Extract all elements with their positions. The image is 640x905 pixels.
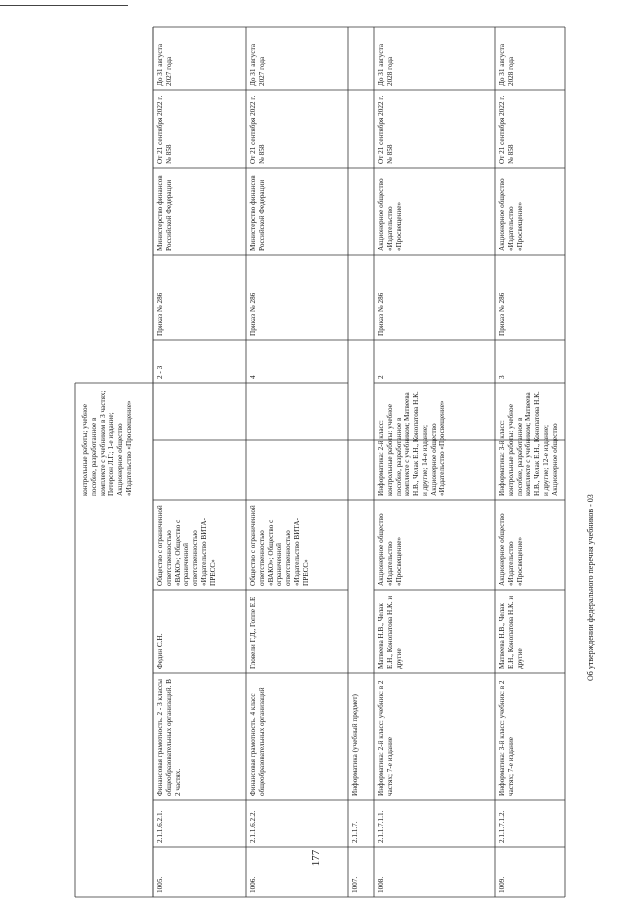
- row-1005-code: 2.1.1.6.2.1.: [156, 810, 164, 843]
- row-1005-developer: Министерство финансов Российской Федерации: [156, 175, 173, 251]
- row-1007-subject: Информатика (учебный предмет): [351, 694, 359, 796]
- row-1007-num: 1007.: [351, 876, 359, 893]
- row-1008-grade: 2: [377, 375, 385, 379]
- row-1008-textbook: Информатика: 2-й класс: контрольные работы: учебное пособие, разработанное в комплекте с учебником; Матвеева Н.В., Челак Е.Н., Конопатова Н.К. и другие; 14-е издание; Акционерное общество «Издательство «Просвещение»: [377, 391, 447, 496]
- row-1008-authors: Матвеева Н.В., Челак Е.Н., Конопатова Н.К. и другие: [377, 595, 403, 669]
- row-1009-order: Приказ № 286: [498, 292, 506, 336]
- row-1005-grade: 2 - 3: [156, 365, 164, 379]
- row-1009-grade: 3: [498, 375, 506, 379]
- row-1005-date: От 21 сентября 2022 г. № 858: [156, 95, 173, 164]
- row-1006-publisher: Общество с ограниченной ответственностью «ВАКО»; Общество с ограниченной ответственностью «Издательство ВИТА-ПРЕСС»: [249, 505, 310, 586]
- row-1005-title: Финансовая грамотность. 2 - 3 классы общеобразовательных организаций. В 2 частях.: [156, 679, 182, 796]
- row-1005-num: 1005.: [156, 876, 164, 893]
- row-1009-publisher: Акционерное общество «Издательство «Просвещение»: [498, 513, 524, 586]
- row-1006-grade: 4: [249, 375, 257, 379]
- page-number: 177: [310, 849, 322, 867]
- row-1008-title: Информатика: 2-й класс: учебник: в 2 частях; 7-е издание: [377, 680, 394, 796]
- row-1009-title: Информатика: 3-й класс: учебник: в 2 частях; 7-е издание: [498, 680, 515, 796]
- row-1009-num: 1009.: [498, 876, 506, 893]
- row-1008-num: 1008.: [377, 876, 385, 893]
- row-1008-order: Приказ № 286: [377, 292, 385, 336]
- row-1008-expiry: До 31 августа 2028 года: [377, 43, 394, 86]
- row-1005-publisher: Общество с ограниченной ответственностью «ВАКО»; Общество с ограниченной ответственностью «Издательство ВИТА-ПРЕСС»: [156, 505, 217, 586]
- row-1005-authors: Федин С.Н.: [156, 633, 164, 669]
- row-1009-authors: Матвеева Н.В., Челак Е.Н., Конопатова Н.К. и другие: [498, 595, 524, 669]
- row-1008-code: 2.1.1.7.1.1.: [377, 810, 385, 843]
- row-1007-code: 2.1.1.7.: [351, 821, 359, 843]
- row-1009-textbook: Информатика: 3-й класс: контрольные работы: учебное пособие, разработанное в комплекте с учебником; Матвеева Н.В., Челак Е.Н., Конопатова Н.К. и другие; 12-е издание; Акционерное общество: [498, 391, 559, 496]
- row-1008-date: От 21 сентября 2022 г. № 858: [377, 95, 394, 164]
- document-footer: Об утверждении федерального перечня учебников - 03: [586, 494, 595, 681]
- row-1008-publisher: Акционерное общество «Издательство «Просвещение»: [377, 513, 403, 586]
- row-1009-code: 2.1.1.7.1.2.: [498, 810, 506, 843]
- row-1009-developer: Акционерное общество «Издательство «Просвещение»: [498, 178, 524, 251]
- row-1006-title: Финансовая грамотность. 4 класс общеобразовательных организаций: [249, 687, 266, 796]
- row-1006-authors: Гловели Г.Д., Гоппе Е.Е: [249, 596, 257, 669]
- row-1009-date: От 21 сентября 2022 г. № 858: [498, 95, 515, 164]
- continuation-textbook-cell: контрольные работы; учебное пособие, разработанное в комплекте с учебником в 3 частях; Петерсон Л.Г.; 1-е издание; Акционерное общество «Издательство «Просвещение»: [81, 390, 133, 496]
- row-1009-expiry: До 31 августа 2028 года: [498, 43, 515, 86]
- row-1006-developer: Министерство финансов Российской Федерации: [249, 175, 266, 251]
- row-1008-developer: Акционерное общество «Издательство «Просвещение»: [377, 178, 403, 251]
- row-1006-num: 1006.: [249, 876, 257, 893]
- row-1006-expiry: До 31 августа 2027 года: [249, 43, 266, 86]
- row-1006-code: 2.1.1.6.2.2.: [249, 810, 257, 843]
- row-1006-date: От 21 сентября 2022 г. № 858: [249, 95, 266, 164]
- row-1005-order: Приказ № 286: [156, 292, 164, 336]
- row-1006-order: Приказ № 286: [249, 292, 257, 336]
- row-1005-expiry: До 31 августа 2027 года: [156, 43, 173, 86]
